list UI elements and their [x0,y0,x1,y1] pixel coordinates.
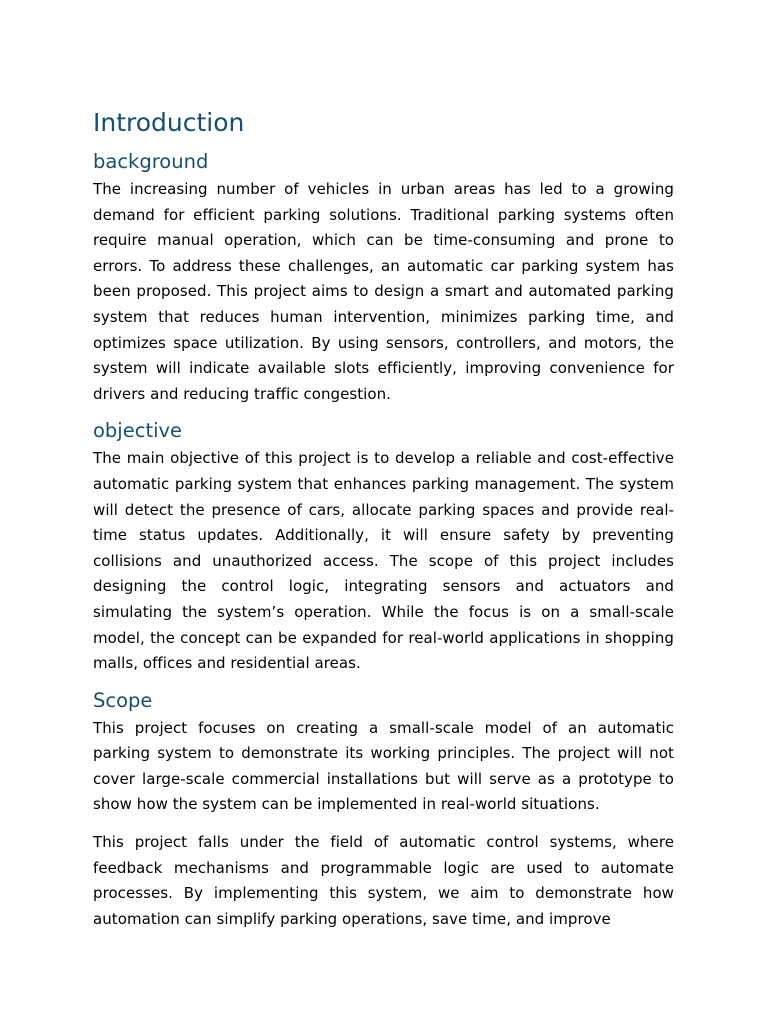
paragraph-objective: The main objective of this project is to develop a reliable and cost-effective automatic parking system that enhances parking management. The system will detect the presence of cars, allocate parking spaces and provide real-time status updates. Additionally, it will ensure safety by preventing collisions and unauthorized access. The scope of this project includes designing the control logic, integrating sensors and actuators and simulating the system’s operation. While the focus is on a small-scale model, the concept can be expanded for real-world applications in shopping malls, offices and residential areas. [93,449,674,673]
paragraph-background: The increasing number of vehicles in urban areas has led to a growing demand for efficient parking solutions. Traditional parking systems often require manual operation, which can be time-consuming and prone to errors. To address these challenges, an automatic car parking system has been proposed. This project aims to design a smart and automated parking system that reduces human intervention, minimizes parking time, and optimizes space utilization. By using sensors, controllers, and motors, the system will indicate available slots efficiently, improving convenience for drivers and reducing traffic congestion. [93,180,674,403]
document-page [93,106,674,944]
section-objective [93,419,674,676]
section-background [93,150,674,407]
paragraph-scope-2: This project falls under the field of automatic control systems, where feedback mechanisms and programmable logic are used to automate processes. By implementing this system, we aim to demonstrate how automation can simplify parking operations, save time, and improve [93,833,674,928]
document-title: Introduction [93,108,245,137]
paragraph-scope-1: This project focuses on creating a small-scale model of an automatic parking system to demonstrate its working principles. The project will not cover large-scale commercial installations but will serve as a prototype to show how the system can be implemented in real-world situations. [93,718,674,814]
section-heading-objective: objective [93,419,183,443]
section-scope [93,689,674,933]
section-heading-background: background [93,150,209,173]
section-heading-scope: Scope [93,688,153,712]
